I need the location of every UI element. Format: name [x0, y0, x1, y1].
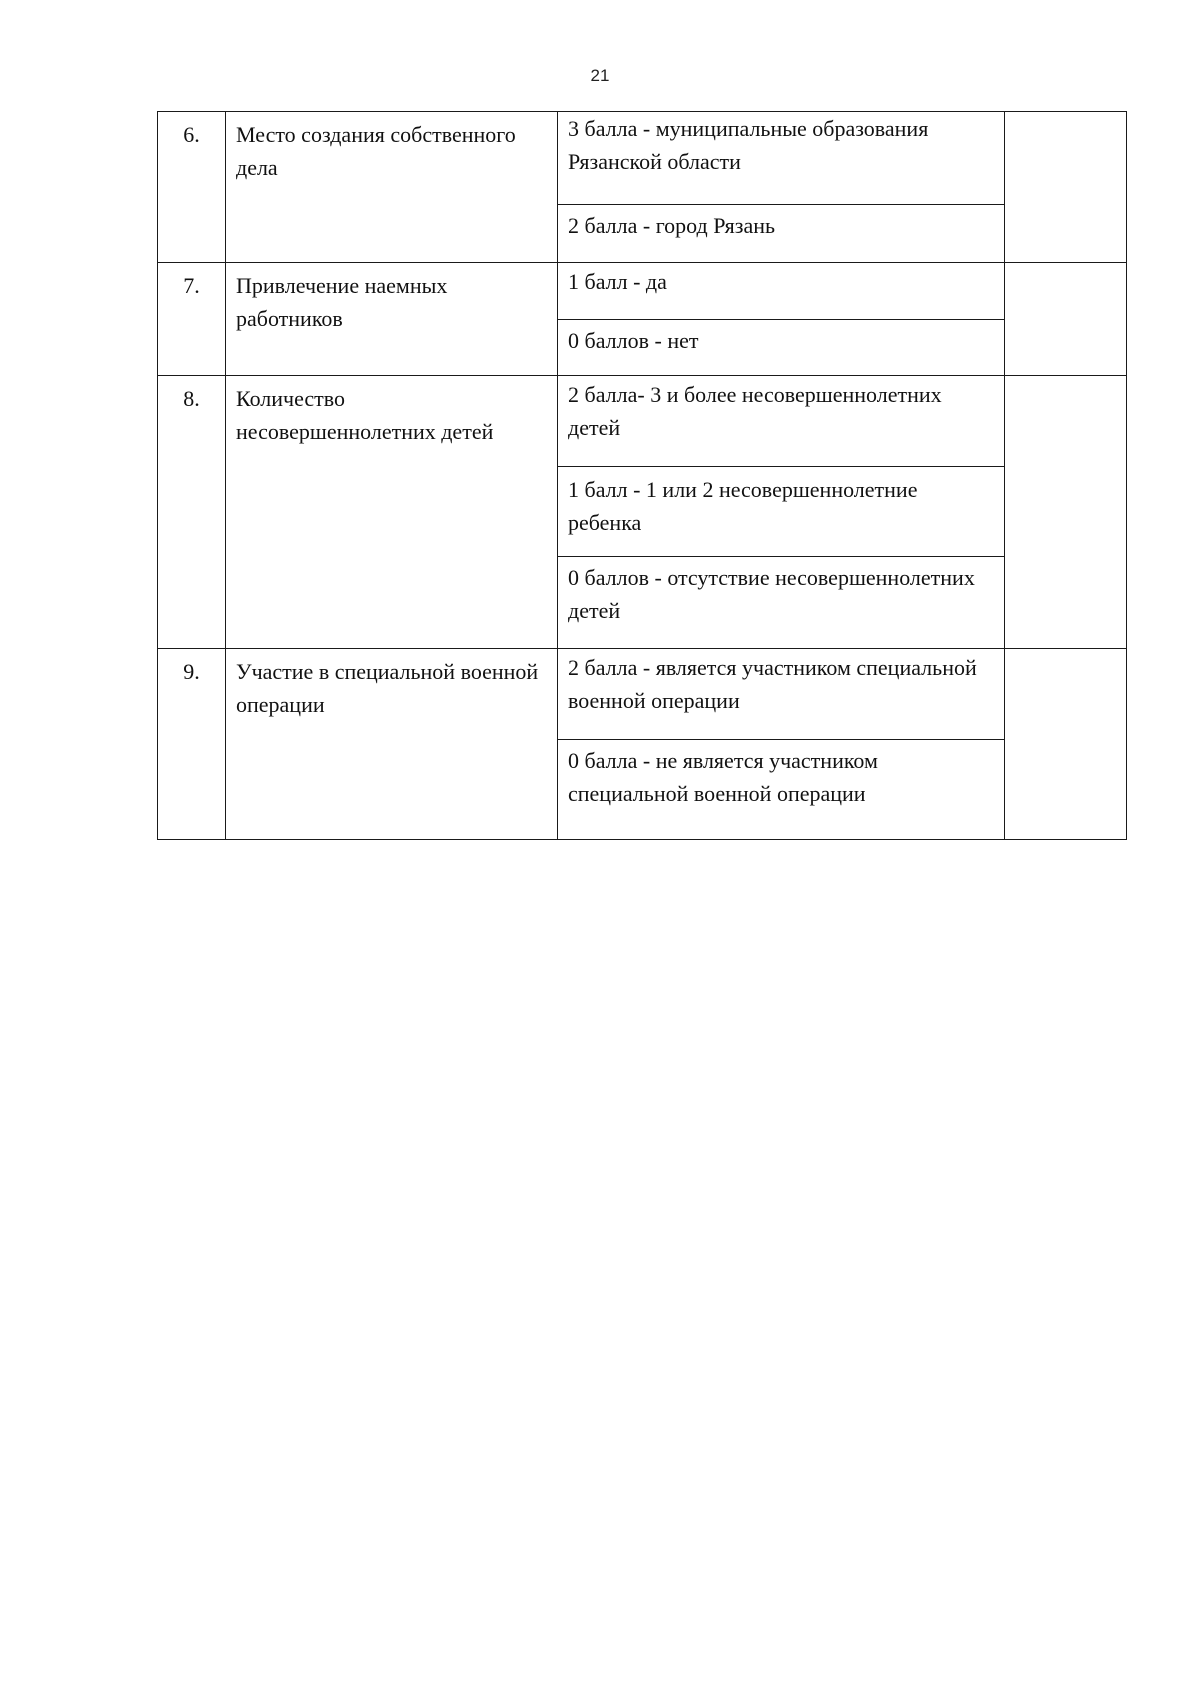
score-cell: [1005, 376, 1126, 648]
score-option: 2 балла - город Рязань: [558, 204, 1004, 262]
score-option: 0 баллов - отсутствие несовершеннолетних детей: [558, 556, 1004, 648]
score-option: 2 балла- 3 и более несовершеннолетних детей: [568, 382, 942, 440]
score-option: 0 балла - не является участником специальной военной операции: [558, 739, 1004, 839]
table-row: [158, 375, 1126, 648]
table-row: [158, 262, 1126, 375]
score-cell: [1005, 263, 1126, 375]
criterion-text: Количество несовершеннолетних детей: [226, 376, 558, 648]
row-number: 9.: [158, 649, 226, 839]
criterion-text: Место создания собственного дела: [226, 112, 558, 262]
score-option: 2 балла - является участником специальной военной операции: [568, 655, 977, 713]
score-options: [558, 112, 1005, 262]
score-option: 0 баллов - нет: [558, 319, 1004, 375]
row-number: 8.: [158, 376, 226, 648]
criterion-text: Привлечение наемных работников: [226, 263, 558, 375]
row-number: 7.: [158, 263, 226, 375]
row-number: 6.: [158, 112, 226, 262]
score-option: 3 балла - муниципальные образования Рязанской области: [568, 116, 929, 174]
score-options: [558, 376, 1005, 648]
score-option: 1 балл - 1 или 2 несовершеннолетние ребенка: [558, 466, 1004, 556]
score-cell: [1005, 112, 1126, 262]
score-cell: [1005, 649, 1126, 839]
score-option: 1 балл - да: [568, 269, 667, 294]
page-number: 21: [590, 66, 610, 85]
table-row: [158, 648, 1126, 839]
criterion-text: Участие в специальной военной операции: [226, 649, 558, 839]
criteria-table: [157, 111, 1127, 840]
score-options: [558, 649, 1005, 839]
score-options: [558, 263, 1005, 375]
table-row: [158, 112, 1126, 262]
